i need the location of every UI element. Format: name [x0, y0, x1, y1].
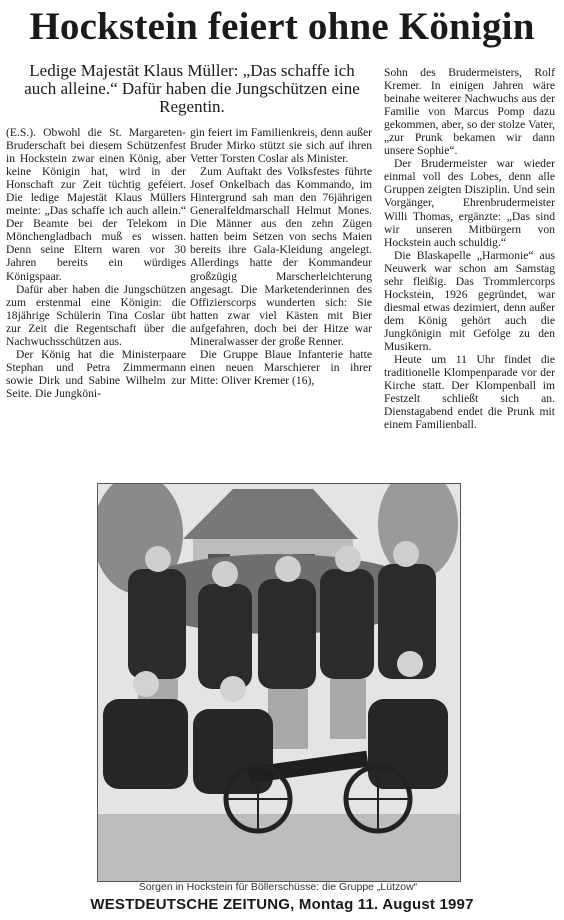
paragraph: Die Blaskapelle „Harmonie“ aus Neuwerk war schon am Samstag sehr fleißig. Das Trommlercorps Hockstein, 1926 gegründet, war diesmal etwas dezimiert, denn außer dem König gehört auch die Jungkönigin mit Gefolge zu den Musikern. [384, 248, 555, 353]
paragraph: Sohn des Brudermeisters, Rolf Kremer. In einigen Jahren wäre beinahe weiterer Nachwuchs aus der Familie von Marcus Pomp dazu gekommen, aber, so der stolze Vater, „zur Prunk bekamen wir dann unsere Sophie“. [384, 66, 555, 158]
paragraph: Heute um 11 Uhr findet die traditionelle Klompenparade vor der Kirche statt. Der Klompenball im Festzelt schließt sich an. Dienstagabend endet die Prunk mit einem Familienball. [384, 353, 555, 432]
paragraph: Der König hat die Ministerpaare Stephan und Petra Zimmermann sowie Dirk und Sabine Wilhelm zur Seite. Die Jungköni- [6, 347, 186, 400]
paragraph: Dafür aber haben die Jungschützen zum erstenmal eine Königin: die 18jährige Schülerin Tina Coslar übt zur Zeit die Regentschaft über die Nachwuchsschützen aus. [6, 282, 186, 348]
paragraph: Zum Auftakt des Volksfestes führte Josef Onkelbach das Kommando, im Hintergrund sah man den 76jährigen Generalfeldmarschall Helmut Mones. Die Männer aus den zehn Zügen hatten beim Setzen von sechs Maien bereits ihre Gala-Kleidung angelegt. Allerdings hatte der Kommandeur großzügig Marscherleichterung angesagt. Die Marketenderinnen des Offizierscorps wunderten sich: Sie hatten zwar viel Kästen mit Bier aufgefahren, doch bei der Hitze war Mineralwasser der große Renner. [190, 165, 372, 348]
text-column-3 [384, 66, 555, 431]
headline: Hockstein feiert ohne Königin [29, 5, 535, 48]
newspaper-dateline: WESTDEUTSCHE ZEITUNG, Montag 11. August 1997 [90, 896, 474, 913]
paragraph: (E.S.). Obwohl die St. Margareten-Bruderschaft bei diesem Schützenfest in Hockstein zwar einen König, aber keine Königin hat, wird in der Honschaft zur Zeit tüchtig gefeiert. Die ledige Majestät Klaus Müllers meinte: „Das schaffe ich auch allein.“ Der Beamte bei der Telekom in Mönchengladbach muß es wissen. Denn seine Eltern waren vor 30 Jahren bereits ein würdiges Königspaar. [6, 126, 186, 283]
text-column-1 [6, 126, 186, 400]
photo-caption: Sorgen in Hockstein für Böllerschüsse: die Gruppe „Lützow“ [138, 881, 418, 893]
text-column-2 [190, 126, 372, 387]
subheadline: Ledige Majestät Klaus Müller: „Das schaffe ich auch alleine.“ Dafür haben die Jungschützen eine Regentin. [24, 61, 360, 116]
paragraph: gin feiert im Familienkreis, denn außer Bruder Mirko stützt sie sich auf ihren Vetter Torsten Coslar als Minister. [190, 126, 372, 166]
paragraph: Der Brudermeister war wieder einmal voll des Lobes, denn alle Gruppen zeigten Disziplin. Und sein Vorgänger, Ehrenbrudermeister Willi Thomas, ergänzte: „Das sind wir unseren Mitbürgern von Hockstein auch schuldig.“ [384, 157, 555, 249]
group-photo [97, 483, 461, 882]
group-photo-illustration [98, 484, 460, 881]
paragraph: Die Gruppe Blaue Infanterie hatte einen neuen Marschierer in ihrer Mitte: Oliver Kremer (16), [190, 347, 372, 387]
